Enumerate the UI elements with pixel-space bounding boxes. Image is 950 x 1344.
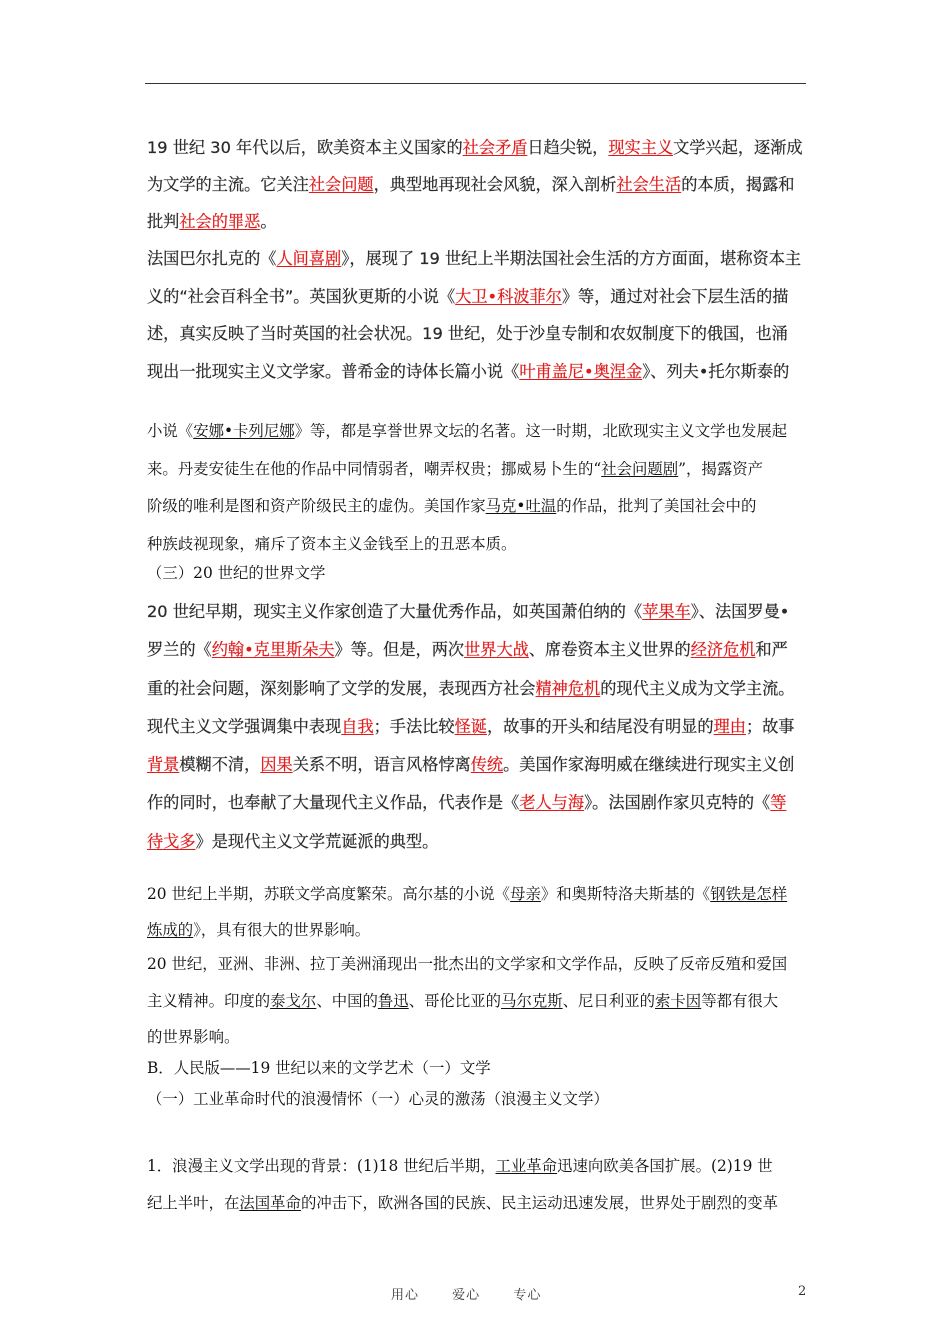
text-line: [147, 593, 795, 631]
text-run: 关系不明，语言风格悖离: [292, 755, 471, 775]
key-term-underline: 鲁迅: [377, 991, 409, 1010]
text-run: 主义精神。印度的: [147, 991, 271, 1010]
key-term-highlight: 背景: [147, 755, 180, 775]
footer-motto-3: 专心: [513, 1288, 542, 1303]
text-run: 》、法国罗曼•: [690, 602, 790, 621]
text-line: [147, 823, 795, 861]
key-term-highlight: 社会问题: [308, 175, 374, 194]
text-run: 来。丹麦安徒生在他的作品中同情弱者，嘲弄权贵；挪威易卜生的“: [147, 459, 602, 478]
paragraph-p3: [147, 413, 787, 563]
key-term-highlight: 经济危机: [690, 640, 756, 660]
text-run: ；故事: [745, 716, 795, 736]
text-line: [147, 912, 787, 948]
key-term-highlight: 理由: [713, 716, 746, 736]
key-term-underline: 社会问题剧: [601, 459, 679, 478]
text-line: [147, 203, 803, 240]
text-run: 述，真实反映了当时英国的社会状况。19 世纪，处于沙皇专制和农奴制度下的俄国，也涌: [147, 324, 788, 343]
key-term-highlight: 因果: [260, 755, 293, 775]
text-run: 的作品，批判了美国社会中的: [556, 497, 757, 515]
text-run: 模糊不清，: [179, 755, 261, 775]
footer-motto-1: 用心: [391, 1288, 420, 1303]
text-run: 》和奥斯特洛夫斯基的《: [540, 885, 711, 903]
text-run: 日趋尖锐，: [527, 138, 609, 157]
key-term-highlight: 社会的罪恶: [179, 212, 261, 231]
key-term-highlight: 社会生活: [616, 175, 682, 194]
text-line: [147, 353, 801, 391]
text-line: [147, 166, 803, 203]
text-run: （三）20 世纪的世界文学: [147, 564, 326, 582]
text-run: 的世界影响。: [147, 1028, 240, 1046]
text-run: 为文学的主流。它关注: [147, 175, 309, 194]
text-line: [147, 631, 795, 669]
text-run: 、尼日利亚的: [562, 991, 655, 1010]
text-run: 20 世纪早期，现实主义作家创造了大量优秀作品，如英国萧伯纳的《: [147, 602, 643, 621]
key-term-highlight: 等: [770, 793, 787, 813]
text-run: 20 世纪，亚洲、非洲、拉丁美洲涌现出一批杰出的文学家和文学作品，反映了反帝反殖和爱国: [147, 955, 788, 973]
footer-motto: [391, 1284, 569, 1303]
text-line: [147, 1185, 778, 1222]
text-run: 》，展现了 19 世纪上半期法国社会生活的方方面面，堪称资本主: [341, 249, 802, 268]
key-term-highlight: 世界大战: [464, 640, 529, 660]
key-term-underline: 钢铁是怎样: [710, 885, 788, 903]
text-run: 迅速向欧美各国扩展。(2)19 世: [557, 1157, 773, 1175]
text-line: [147, 488, 787, 526]
key-term-underline: 索卡因: [655, 991, 702, 1010]
paragraph-p1: [147, 129, 803, 240]
text-line: [147, 1084, 609, 1115]
text-run: 的现代主义成为文学主流。: [600, 678, 795, 698]
text-run: ，故事的开头和结尾没有明显的: [486, 716, 714, 736]
paragraph-p9: [147, 1148, 778, 1222]
key-term-underline: 马克•吐温: [485, 497, 557, 515]
paragraph-p5: [147, 593, 795, 861]
text-run: 义的“社会百科全书”。英国狄更斯的小说《: [147, 286, 456, 306]
text-line: [147, 983, 787, 1020]
text-line: [147, 315, 801, 353]
text-line: [147, 451, 787, 489]
key-term-highlight: 老人与海: [519, 793, 585, 813]
text-run: 》等。但是，两次: [334, 640, 465, 660]
key-term-underline: 泰戈尔: [270, 991, 317, 1010]
text-line: [147, 278, 801, 316]
text-line: [147, 746, 795, 784]
text-run: 种族歧视现象，痛斥了资本主义金钱至上的丑恶本质。: [147, 534, 517, 553]
text-run: 》是现代主义文学荒诞派的典型。: [195, 831, 439, 851]
paragraph-p4: [147, 558, 325, 588]
text-line: [147, 1053, 609, 1084]
text-run: 19 世纪 30 年代以后，欧美资本主义国家的: [147, 138, 463, 157]
text-run: 阶级的唯利是图和资产阶级民主的虚伪。美国作家: [147, 497, 486, 515]
text-run: 等都有很大: [701, 991, 779, 1010]
key-term-underline: 工业革命: [495, 1157, 558, 1175]
text-run: 》、列夫•托尔斯泰的: [642, 361, 790, 381]
text-line: [147, 670, 795, 708]
paragraph-p8: [147, 1053, 609, 1115]
key-term-underline: 法国革命: [239, 1194, 301, 1212]
text-run: 、中国的: [316, 991, 378, 1010]
text-line: [147, 876, 787, 912]
text-run: ，典型地再现社会风貌，深入剖析: [373, 175, 617, 194]
header-rule: [145, 83, 806, 84]
key-term-highlight: 怪诞: [454, 716, 487, 736]
text-line: [147, 946, 787, 983]
text-line: [147, 129, 803, 166]
text-line: [147, 708, 795, 746]
text-line: [147, 1019, 787, 1056]
text-run: B．人民版——19 世纪以来的文学艺术（一）文学: [147, 1059, 491, 1077]
text-run: 20 世纪上半期，苏联文学高度繁荣。高尔基的小说《: [147, 885, 511, 903]
paragraph-p6: [147, 876, 787, 948]
key-term-underline: 炼成的: [147, 921, 194, 939]
paragraph-p2: [147, 240, 801, 390]
text-run: 的本质，揭露和: [681, 175, 795, 194]
text-run: 1．浪漫主义文学出现的背景：(1)18 世纪后半期，: [147, 1157, 496, 1175]
text-run: 的冲击下，欧洲各国的民族、民主运动迅速发展，世界处于剧烈的变革: [300, 1194, 779, 1212]
key-term-highlight: 苹果车: [642, 602, 691, 621]
text-run: 》等，都是享誉世界文坛的名著。这一时期，北欧现实主义文学也发展起: [294, 422, 788, 440]
paragraph-p7: [147, 946, 787, 1056]
text-line: [147, 558, 325, 588]
text-run: 罗兰的《: [147, 640, 212, 660]
text-line: [147, 1148, 778, 1185]
key-term-underline: 安娜•卡列尼娜: [193, 422, 295, 440]
key-term-highlight: 大卫•科波菲尔: [455, 286, 562, 306]
key-term-highlight: 社会矛盾: [462, 138, 528, 157]
key-term-underline: 马尔克斯: [501, 991, 563, 1010]
key-term-highlight: 待戈多: [147, 831, 196, 851]
text-line: [147, 240, 801, 278]
text-run: 重的社会问题，深刻影响了文学的发展，表现西方社会: [147, 678, 536, 698]
text-run: 、席卷资本主义世界的: [528, 640, 691, 660]
text-run: 纪上半叶，在: [147, 1194, 240, 1212]
key-term-highlight: 叶甫盖尼•奥涅金: [519, 361, 643, 381]
text-run: 和严: [755, 640, 788, 660]
text-run: ”，揭露资产: [678, 459, 763, 478]
page-number: 2: [798, 1284, 807, 1299]
text-run: 》等，通过对社会下层生活的描: [561, 286, 789, 306]
text-line: [147, 413, 787, 451]
text-run: 。美国作家海明威在继续进行现实主义创: [503, 755, 795, 775]
text-run: 。: [260, 212, 277, 231]
text-run: 法国巴尔扎克的《: [147, 249, 277, 268]
key-term-highlight: 约翰•克里斯朵夫: [211, 640, 335, 660]
text-run: ；手法比较: [373, 716, 455, 736]
text-line: [147, 784, 795, 822]
text-run: 文学兴起，逐渐成: [673, 138, 803, 157]
text-run: 现出一批现实主义文学家。普希金的诗体长篇小说《: [147, 361, 520, 381]
key-term-highlight: 精神危机: [535, 678, 601, 698]
footer-motto-2: 爱心: [452, 1288, 481, 1303]
key-term-highlight: 现实主义: [608, 138, 674, 157]
key-term-underline: 母亲: [510, 885, 541, 903]
key-term-highlight: 人间喜剧: [276, 249, 342, 268]
text-run: 小说《: [147, 422, 194, 440]
text-run: 作的同时，也奉献了大量现代主义作品，代表作是《: [147, 793, 520, 813]
text-run: 》，具有很大的世界影响。: [193, 921, 371, 939]
text-run: 现代主义文学强调集中表现: [147, 716, 342, 736]
text-run: 、哥伦比亚的: [408, 991, 502, 1010]
text-run: 批判: [147, 212, 180, 231]
key-term-highlight: 传统: [470, 755, 504, 775]
text-run: （一）工业革命时代的浪漫情怀（一）心灵的激荡（浪漫主义文学）: [147, 1090, 609, 1108]
key-term-highlight: 自我: [341, 716, 374, 736]
text-run: 》。法国剧作家贝克特的《: [584, 793, 771, 813]
